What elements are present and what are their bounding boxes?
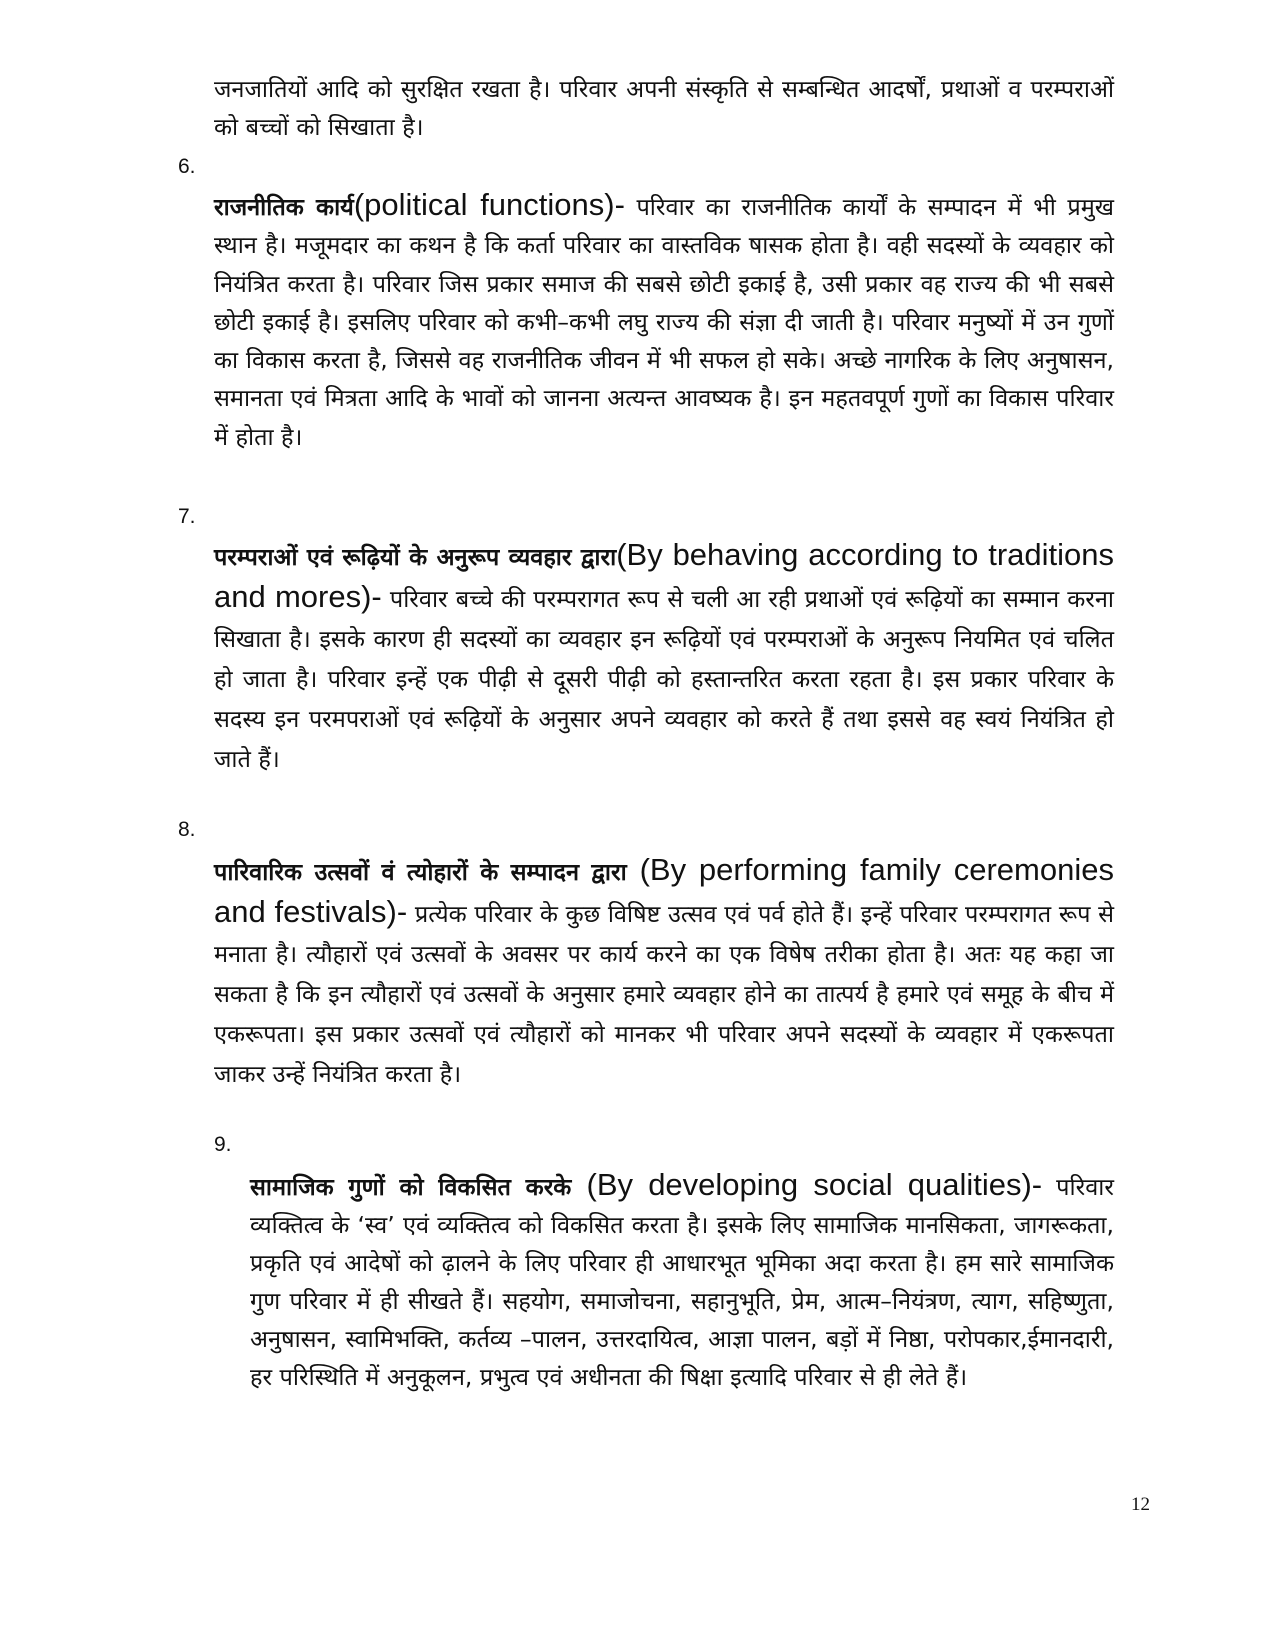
section-heading-english: (political functions)- bbox=[353, 187, 625, 222]
section-6 bbox=[214, 186, 1114, 456]
section-heading-hindi: राजनीतिक कार्य bbox=[214, 193, 354, 221]
section-heading-english: (By behaving according to traditions and mores)- bbox=[214, 537, 1114, 614]
section-7 bbox=[214, 535, 1114, 779]
section-number-6: 6. bbox=[178, 155, 196, 178]
section-heading-hindi: पारिवारिक उत्सवों वं त्योहारों के सम्पादन द्वारा bbox=[214, 858, 627, 886]
continuation-paragraph: जनजातियों आदि को सुरक्षित रखता है। परिवार अपनी संस्कृति से सम्बन्धित आदर्षों, प्रथाओं व परम्पराओं को बच्चों को सिखाता है। bbox=[214, 75, 1114, 142]
section-heading-hindi: सामाजिक गुणों को विकसित करके bbox=[250, 1173, 572, 1201]
section-number-9: 9. bbox=[214, 1133, 232, 1156]
section-heading-hindi: परम्पराओं एवं रूढ़ियों के अनुरूप व्यवहार द्वारा bbox=[214, 543, 617, 571]
section-number-8: 8. bbox=[178, 818, 196, 841]
section-number-7: 7. bbox=[178, 505, 196, 528]
section-heading-english: (By developing social qualities)- bbox=[571, 1167, 1043, 1202]
section-heading-english: (By performing family ceremonies and festivals)- bbox=[214, 852, 1114, 929]
section-8 bbox=[214, 850, 1114, 1094]
section-body: प्रत्येक परिवार के कुछ विषिष्ट उत्सव एवं पर्व होते हैं। इन्हें परिवार परम्परागत रूप से मनाता है। त्यौहारों एवं उत्सवों के अवसर पर कार्य करने का एक विषेष तरीका होता है। अतः यह कहा जा सकता है कि इन त्यौहारों एवं उत्सवों के अनुसार हमारे व्यवहार होने का तात्पर्य है हमारे एवं समूह के बीच में एकरूपता। इस प्रकार उत्सवों एवं त्यौहारों को मानकर भी परिवार अपने सदस्यों के व्यवहार में एकरूपता जाकर उन्हें नियंत्रित करता है। bbox=[214, 900, 1114, 1088]
section-body: परिवार का राजनीतिक कार्यों के सम्पादन में भी प्रमुख स्थान है। मजूमदार का कथन है कि कर्ता परिवार का वास्तविक षासक होता है। वही सदस्यों के व्यवहार को नियंत्रित करता है। परिवार जिस प्रकार समाज की सबसे छोटी इकाई है, उसी प्रकार वह राज्य की भी सबसे छोटी इकाई है। इसलिए परिवार को कभी–कभी लघु राज्य की संज्ञा दी जाती है। परिवार मनुष्यों में उन गुणों का विकास करता है, जिससे वह राजनीतिक जीवन में भी सफल हो सके। अच्छे नागरिक के लिए अनुषासन, समानता एवं मित्रता आदि के भावों को जानना अत्यन्त आवष्यक है। इन महतवपूर्ण गुणों का विकास परिवार में होता है। bbox=[214, 193, 1114, 451]
section-body: परिवार व्यक्तित्व के ‘स्व’ एवं व्यक्तित्व को विकसित करता है। इसके लिए सामाजिक मानसिकता, जागरूकता, प्रकृति एवं आदेषों को ढ़ालने के लिए परिवार ही आधारभूत भूमिका अदा करता है। हम सारे सामाजिक गुण परिवार में ही सीखते हैं। सहयोग, समाजोचना, सहानुभूति, प्रेम, आत्म–नियंत्रण, त्याग, सहिष्णुता, अनुषासन, स्वामिभक्ति, कर्तव्य –पालन, उत्तरदायित्व, आज्ञा पालन, बड़ों में निष्ठा, परोपकार,ईमानदारी, हर परिस्थिति में अनुकूलन, प्रभुत्व एवं अधीनता की षिक्षा इत्यादि परिवार से ही लेते हैं। bbox=[250, 1173, 1114, 1391]
section-body: परिवार बच्चे की परम्परागत रूप से चली आ रही प्रथाओं एवं रूढ़ियों का सम्मान करना सिखाता है। इसके कारण ही सदस्यों का व्यवहार इन रूढ़ियों एवं परम्पराओं के अनुरूप नियमित एवं चलित हो जाता है। परिवार इन्हें एक पीढ़ी से दूसरी पीढ़ी को हस्तान्तरित करता रहता है। इस प्रकार परिवार के सदस्य इन परमपराओं एवं रूढ़ियों के अनुसार अपने व्यवहार को करते हैं तथा इससे वह स्वयं नियंत्रित हो जाते हैं। bbox=[214, 585, 1115, 773]
page-number: 12 bbox=[1131, 1494, 1150, 1515]
section-9 bbox=[250, 1166, 1114, 1396]
